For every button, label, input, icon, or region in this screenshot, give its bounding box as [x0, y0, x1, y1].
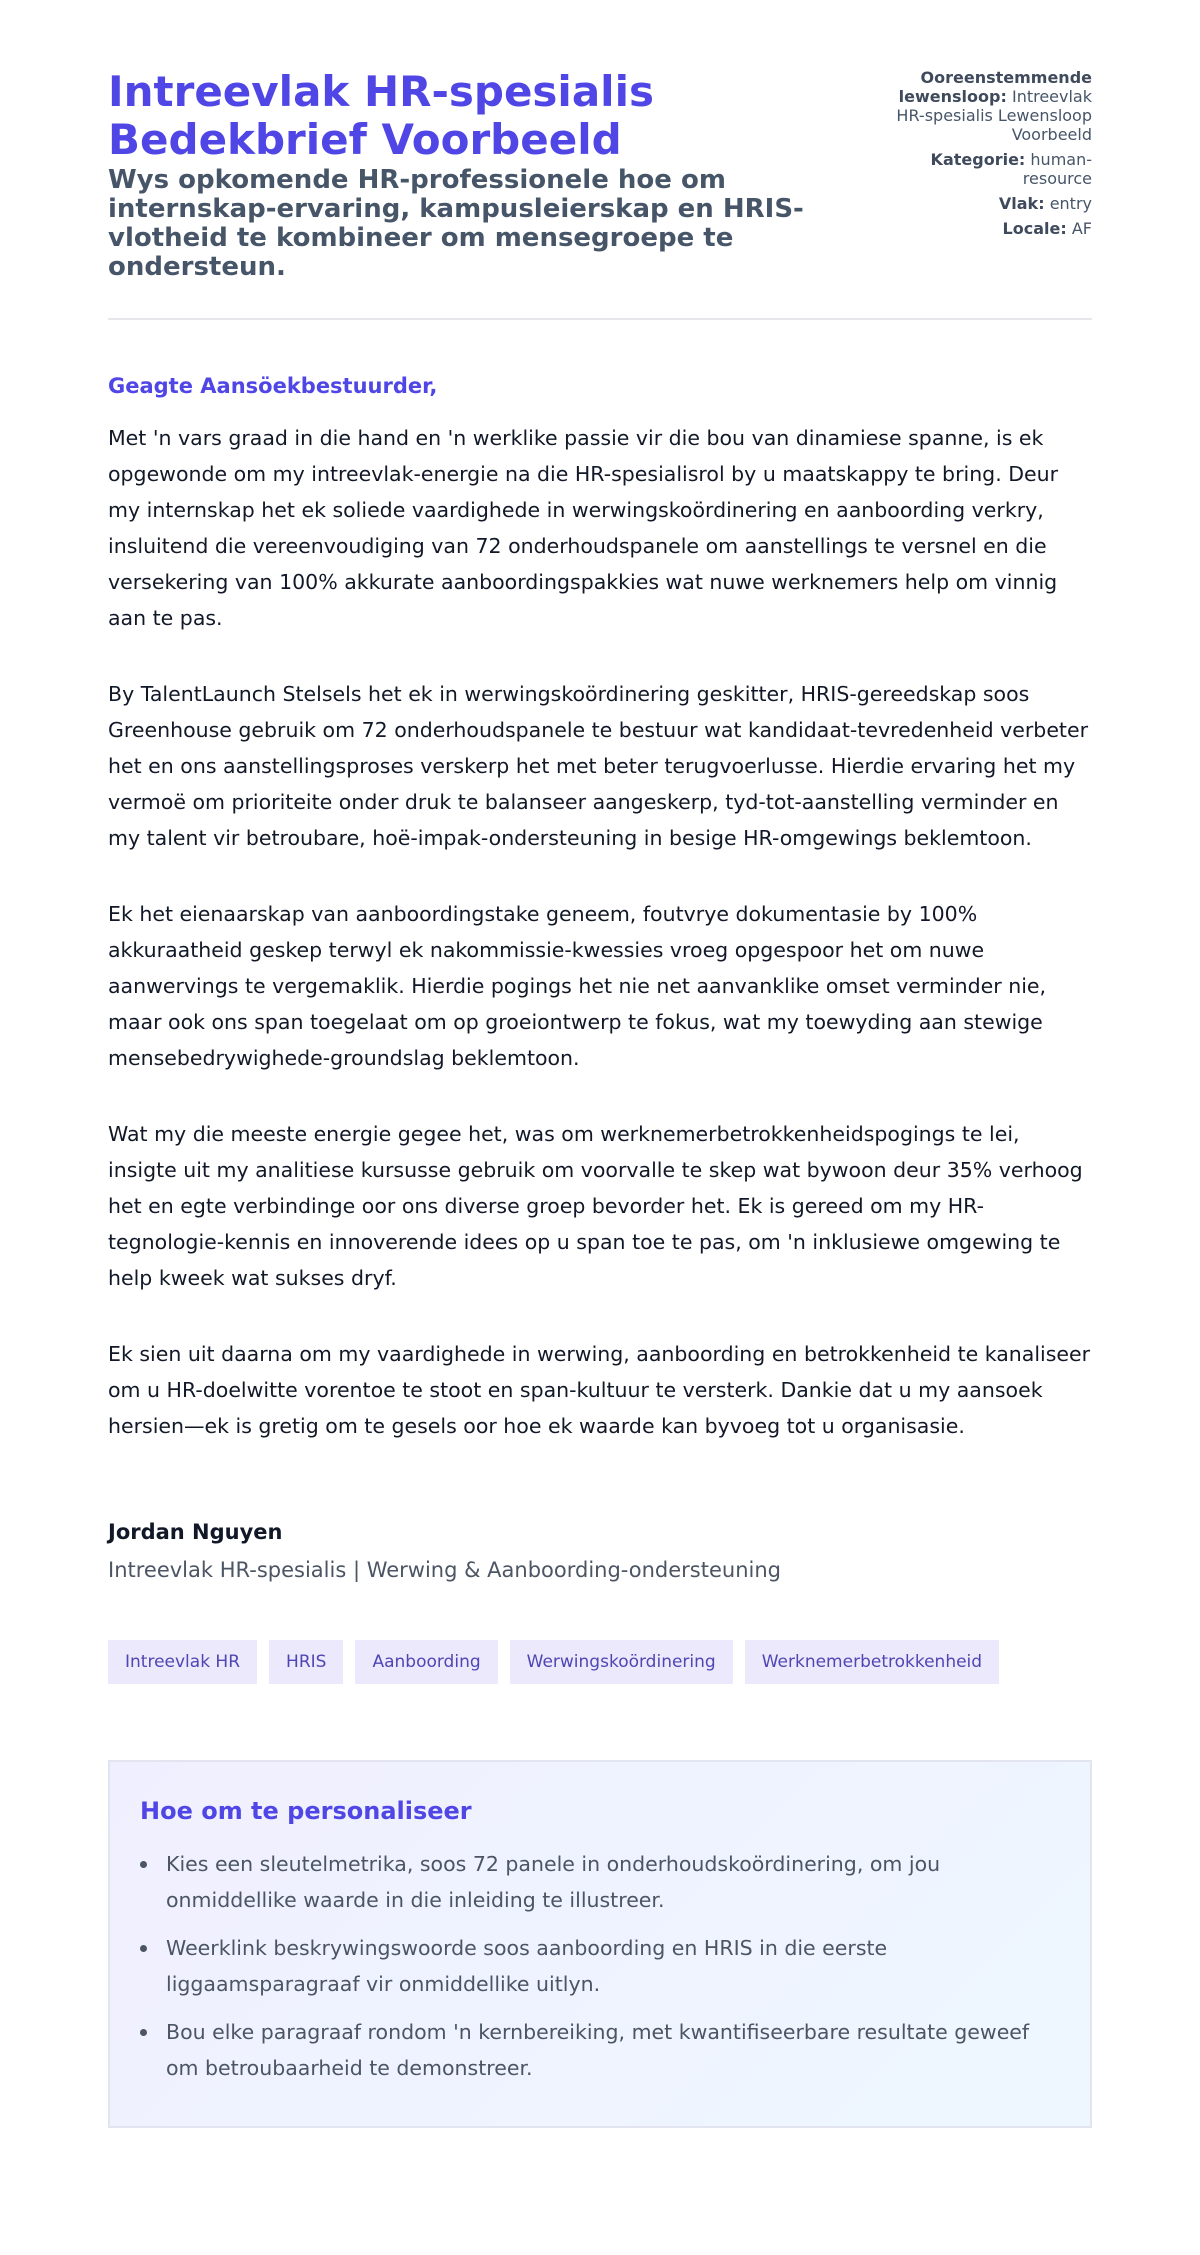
tips-item-text: Weerklink beskrywingswoorde soos aanboording en HRIS in die eerste liggaamsparagraaf vir onmiddellike uitlyn.: [166, 1936, 888, 1996]
meta-value: entry: [1049, 194, 1092, 213]
letter-body: [108, 372, 1092, 1584]
page-subtitle: Wys opkomende HR-professionele hoe om internskap-ervaring, kampusleierskap en HRIS-vlotheid te kombineer om mensegroepe te ondersteun.: [108, 165, 804, 282]
signature-name: Jordan Nguyen: [108, 1520, 283, 1544]
tag-list: [108, 1640, 1092, 1684]
bullet-icon: [140, 1945, 147, 1952]
meta-value: Intreevlak HR-spesialis Lewensloop Voorbeeld: [896, 87, 1092, 144]
meta-key: Ooreenstemmende lewensloop:: [898, 68, 1092, 106]
title-block: [108, 68, 808, 282]
tag-entry-level-hr: Intreevlak HR: [108, 1640, 257, 1684]
bullet-icon: [140, 2029, 147, 2036]
signature-block: [108, 1518, 1092, 1584]
meta-value: human-resource: [1022, 150, 1092, 188]
tips-item: [140, 1846, 1060, 1918]
page-title: Intreevlak HR-spesialis Bedekbrief Voorbeeld: [108, 67, 654, 164]
paragraph-4: Wat my die meeste energie gegee het, was om werknemerbetrokkenheidspogings te lei, insigte uit my analitiese kursusse gebruik om voorvalle te skep wat bywoon deur 35% verhoog het en egte verbindinge oor ons diverse groep bevorder het. Ek is gereed om my HR-tegnologie-kennis en innoverende idees op u span toe te pas, om 'n inklusiewe omgewing te help kweek wat sukses dryf.: [108, 1122, 1083, 1290]
meta-locale: [872, 219, 1092, 238]
tag-hris: HRIS: [269, 1640, 343, 1684]
personalize-tips-box: [108, 1760, 1092, 2128]
meta-matching-resume: [872, 68, 1092, 144]
meta-category: [872, 150, 1092, 188]
tips-item-text: Kies een sleutelmetrika, soos 72 panele in onderhoudskoördinering, om jou onmiddellike waarde in die inleiding te illustreer.: [166, 1852, 941, 1912]
tag-employee-engagement: Werknemerbetrokkenheid: [745, 1640, 999, 1684]
paragraph-1: Met 'n vars graad in die hand en 'n werklike passie vir die bou van dinamiese spanne, is ek opgewonde om my intreevlak-energie na die HR-spesialisrol by u maatskappy te bring. Deur my internskap het ek soliede vaardighede in werwingskoördinering en aanboording verkry, insluitend die vereenvoudiging van 72 onderhoudspanele om aanstellings te versnel en die versekering van 100% akkurate aanboordingspakkies wat nuwe werknemers help om vinnig aan te pas.: [108, 426, 1059, 630]
meta-block: [872, 68, 1092, 244]
page-header: [108, 68, 1092, 320]
meta-level: [872, 194, 1092, 213]
bullet-icon: [140, 1861, 147, 1868]
tag-onboarding: Aanboording: [355, 1640, 497, 1684]
tips-list: [140, 1846, 1060, 2086]
tips-item: [140, 2014, 1060, 2086]
meta-key: Kategorie:: [930, 150, 1026, 169]
tips-item-text: Bou elke paragraaf rondom 'n kernbereiking, met kwantifiseerbare resultate geweef om betroubaarheid te demonstreer.: [166, 2020, 1030, 2080]
meta-key: Locale:: [1002, 219, 1067, 238]
paragraph-3: Ek het eienaarskap van aanboordingstake geneem, foutvrye dokumentasie by 100% akkuraatheid geskep terwyl ek nakommissie-kwessies vroeg opgespoor het om nuwe aanwervings te vergemaklik. Hierdie pogings het nie net aanvanklike omset verminder nie, maar ook ons span toegelaat om op groeiontwerp te fokus, wat my toewyding aan stewige mensebedrywighede-groundslag beklemtoon.: [108, 902, 1047, 1070]
tips-title: Hoe om te personaliseer: [140, 1797, 472, 1825]
tag-recruiting-coordination: Werwingskoördinering: [510, 1640, 733, 1684]
meta-key: Vlak:: [998, 194, 1045, 213]
paragraph-2: By TalentLaunch Stelsels het ek in werwingskoördinering geskitter, HRIS-gereedskap soos Greenhouse gebruik om 72 onderhoudspanele te bestuur wat kandidaat-tevredenheid verbeter het en ons aanstellingsproses verskerp het met beter terugvoerlusse. Hierdie ervaring het my vermoë om prioriteite onder druk te balanseer aangeskerp, tyd-tot-aanstelling verminder en my talent vir betroubare, hoë-impak-ondersteuning in besige HR-omgewings beklemtoon.: [108, 682, 1089, 850]
tips-item: [140, 1930, 1060, 2002]
salutation: Geagte Aansöekbestuurder,: [108, 374, 438, 398]
meta-value: AF: [1071, 219, 1092, 238]
paragraph-5: Ek sien uit daarna om my vaardighede in werwing, aanboording en betrokkenheid te kanaliseer om u HR-doelwitte vorentoe te stoot en span-kultuur te versterk. Dankie dat u my aansoek hersien—ek is gretig om te gesels oor hoe ek waarde kan byvoeg tot u organisasie.: [108, 1342, 1091, 1438]
signature-role: Intreevlak HR-spesialis | Werwing & Aanboording-ondersteuning: [108, 1558, 781, 1582]
